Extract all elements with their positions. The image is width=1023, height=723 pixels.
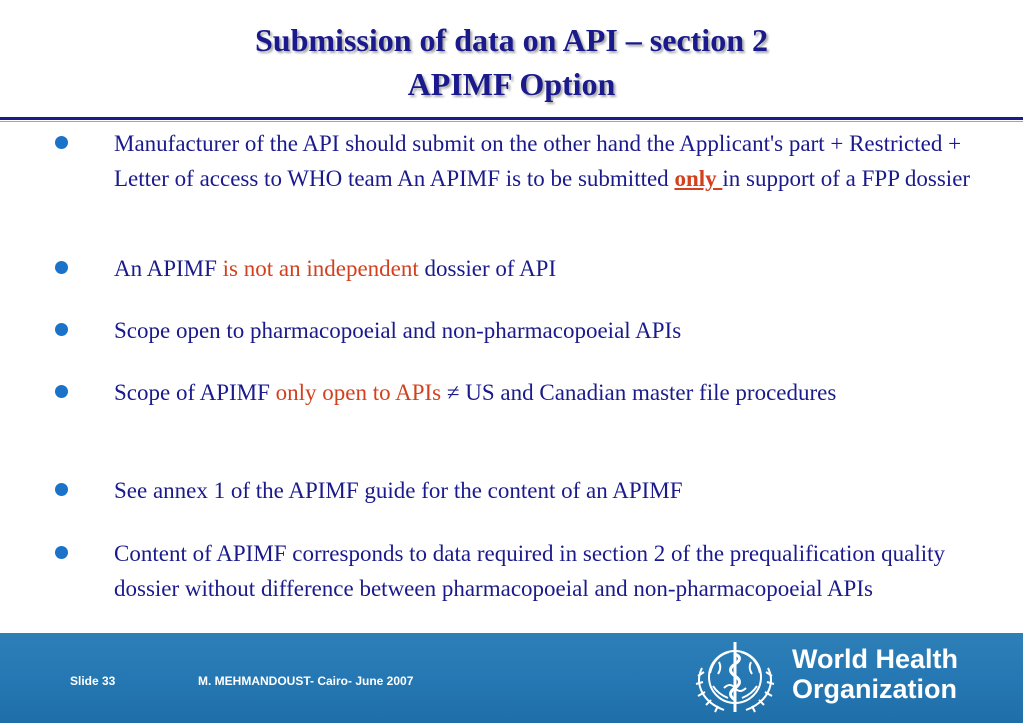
bullet-emphasis: only open to APIs [275,380,442,405]
bullet-emphasis: only [674,166,723,191]
bullet-dot-icon [55,323,68,336]
bullet-text: Manufacturer of the API should submit on the other hand the Applicant's part + Restricted + Letter of access to WHO team An APIMF is to be submitted [114,131,962,191]
organization-name-line-2: Organization [792,674,958,704]
slide-number: Slide 33 [70,674,116,688]
who-emblem-icon [694,638,776,716]
bullet-dot-icon [55,546,68,559]
bullet-text: Scope of APIMF [114,380,276,405]
bullet-dot-icon [55,136,68,149]
bullet-item [0,536,1023,641]
bullet-item [0,375,1023,473]
bullet-item [0,473,1023,536]
bullet-text: Scope open to pharmacopoeial and non-pharmacopoeial APIs [114,318,682,343]
slide-title-line-1: Submission of data on API – section 2 [255,22,768,58]
bullet-dot-icon [55,385,68,398]
bullet-text: in support of a FPP dossier [722,166,971,191]
bullet-text: dossier of API [418,256,557,281]
bullet-text: An APIMF [114,256,223,281]
bullet-dot-icon [55,261,68,274]
bullet-text: Content of APIMF corresponds to data required in section 2 of the prequalification quality dossier without difference between pharmacopoeial and non-pharmacopoeial APIs [114,541,946,601]
slide-title-line-2: APIMF Option [407,66,616,102]
title-divider [0,117,1023,120]
bullet-item [0,313,1023,375]
organization-name-line-1: World Health [792,644,959,674]
bullet-item [0,126,1023,251]
bullet-item [0,251,1023,313]
bullet-text: See annex 1 of the APIMF guide for the content of an APIMF [114,478,683,503]
bullet-dot-icon [55,483,68,496]
bullet-emphasis: is not an independent [222,256,419,281]
slide-title [0,18,1023,106]
organization-name [792,644,958,704]
bullet-text: ≠ US and Canadian master file procedures [441,380,837,405]
title-divider-shadow [0,121,1023,122]
footer-author: M. MEHMANDOUST- Cairo- June 2007 [198,674,414,688]
bullet-list [0,126,1023,641]
